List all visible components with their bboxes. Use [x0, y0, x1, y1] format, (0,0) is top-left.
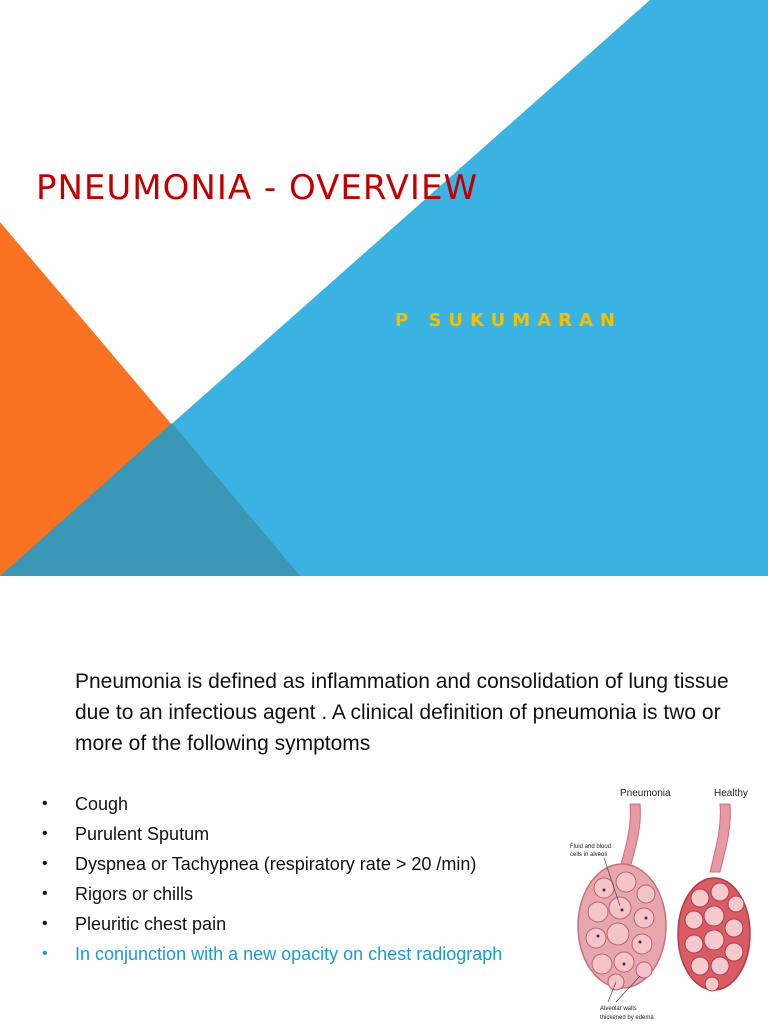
pneumonia-airway: [620, 804, 640, 868]
list-item: [0, 909, 502, 939]
bullet-icon: •: [42, 885, 48, 902]
definition-paragraph: Pneumonia is defined as inflammation and consolidation of lung tissue due to an infectious agent . A clinical definition of pneumonia is two or more of the following symptoms: [75, 670, 729, 755]
symptom-text: Rigors or chills: [75, 884, 194, 904]
fluid-label-line2: cells in alveoli: [570, 852, 608, 858]
list-item: [0, 789, 502, 819]
list-item: [0, 819, 502, 849]
slide-title: PNEUMONIA - OVERVIEW: [36, 168, 479, 208]
pneumonia-label: Pneumonia: [620, 788, 671, 799]
bullet-icon: •: [42, 945, 48, 962]
healthy-label: Healthy: [714, 788, 748, 799]
symptom-text: Cough: [75, 794, 129, 814]
symptom-text: Purulent Sputum: [75, 824, 210, 844]
fluid-label-line1: Fluid and blood: [570, 844, 612, 850]
pneumonia-alveoli: [578, 864, 666, 990]
symptom-list: [0, 789, 502, 969]
walls-label-line2: thickened by edema: [600, 1015, 654, 1021]
list-item: [0, 879, 502, 909]
symptom-text: Pleuritic chest pain: [75, 914, 227, 934]
conjunction-text: In conjunction with a new opacity on chest radiograph: [75, 944, 503, 964]
bullet-icon: •: [42, 915, 48, 932]
healthy-alveoli: [678, 878, 750, 991]
list-item: [0, 849, 502, 879]
alveoli-illustration: [560, 776, 768, 1024]
bullet-icon: •: [42, 795, 48, 812]
definition-slide: [0, 576, 768, 1024]
list-item: [0, 939, 502, 969]
symptom-text: Dyspnea or Tachypnea (respiratory rate > 20 /min): [75, 854, 477, 874]
walls-label-line1: Alveolar walls: [600, 1006, 637, 1012]
bullet-icon: •: [42, 855, 48, 872]
healthy-airway: [710, 804, 730, 872]
bullet-icon: •: [42, 825, 48, 842]
author-name: P SUKUMARAN: [395, 310, 622, 331]
